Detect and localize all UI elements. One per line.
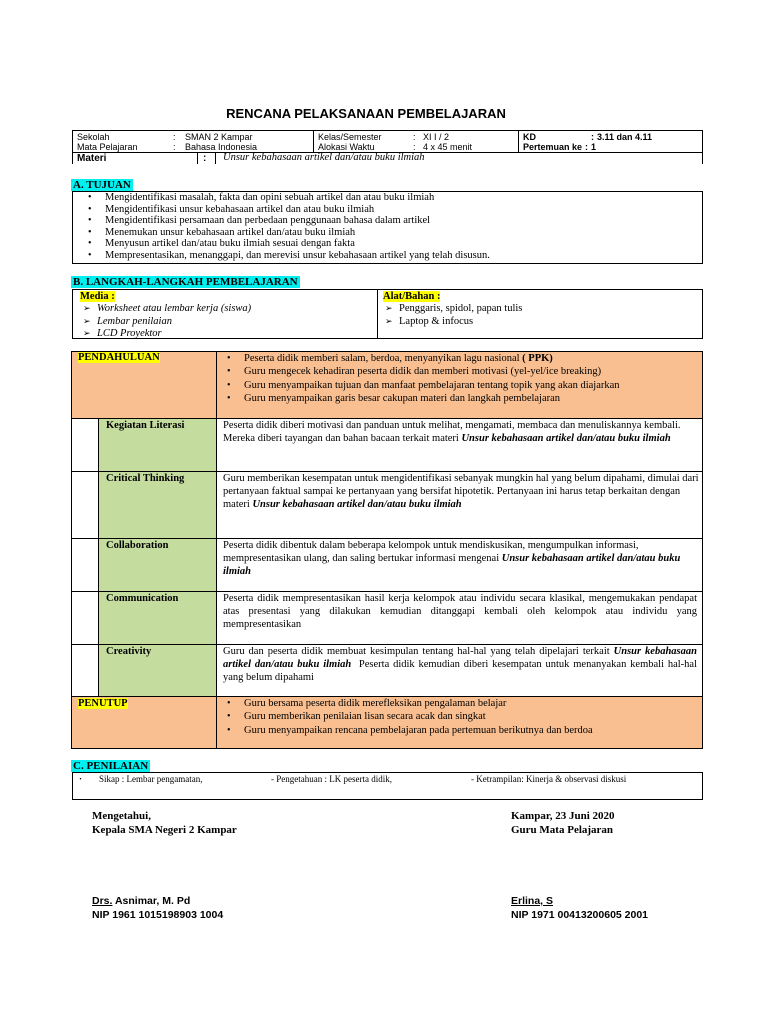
list-item: • Mengidentifikasi persamaan dan perbedaan penggunaan bahasa dalam artikel	[73, 215, 490, 227]
pendahuluan-list	[212, 352, 620, 406]
guru-title: Guru Mata Pelajaran	[511, 824, 614, 836]
divider	[216, 472, 217, 538]
list-item: • Menyusun artikel dan/atau buku ilmiah sesuai dengan fakta	[73, 238, 490, 250]
collaboration-text: Peserta didik dibentuk dalam beberapa kelompok untuk mendiskusikan, mengumpulkan informasi, mempresentasikan ulang, dan saling bertukar informasi mengenai Unsur kebahasaan artikel dan/atau buku ilmiah	[223, 540, 681, 578]
kelas-label: Kelas/Semester	[318, 132, 382, 142]
list-item: • Guru menyampaikan tujuan dan manfaat pembelajaran tentang topik yang akan diajarkan	[212, 379, 620, 392]
mapel-label: Mata Pelajaran	[77, 142, 138, 152]
sikap-text: Sikap : Lembar pengamatan,	[99, 774, 203, 784]
pertemuan-value: 1	[591, 142, 597, 152]
literasi-row	[72, 419, 702, 472]
divider	[197, 153, 198, 164]
keterampilan-text: - Ketrampilan: Kinerja & observasi diskusi	[471, 774, 627, 784]
list-item: • Mengidentifikasi unsur kebahasaan artikel dan atau buku ilmiah	[73, 204, 490, 216]
list-item: • Guru bersama peserta didik merefleksikan pengalaman belajar	[212, 697, 593, 710]
mengetahui-text: Mengetahui,	[92, 810, 151, 822]
kepala-name: Drs. Asnimar, M. Pd	[92, 895, 191, 907]
alat-list	[385, 303, 522, 328]
list-item: ➢ Lembar penilaian	[83, 315, 172, 327]
materi-row	[73, 153, 702, 164]
divider	[377, 290, 378, 338]
penutup-list	[212, 697, 593, 737]
collaboration-label: Collaboration	[106, 540, 169, 551]
divider	[216, 539, 217, 591]
communication-label: Communication	[106, 593, 179, 604]
divider	[313, 131, 314, 152]
list-item: • Guru menyampaikan rencana pembelajaran pada pertemuan berikutnya dan berdoa	[212, 724, 593, 737]
divider	[216, 645, 217, 696]
divider	[518, 131, 519, 152]
arrow-icon: ➢	[83, 316, 91, 327]
signature-left-name	[92, 894, 223, 922]
critical-label: Critical Thinking	[106, 473, 185, 484]
communication-row	[72, 592, 702, 645]
divider	[216, 419, 217, 471]
list-item: ➢ Penggaris, spidol, papan tulis	[385, 303, 523, 314]
pendahuluan-label: PENDAHULUAN	[78, 352, 160, 363]
critical-text: Guru memberikan kesempatan untuk mengidentifikasi sebanyak mungkin hal yang belum dipahami, dimulai dari pertanyaan faktual sampai ke pertanyaan yang bersifat hipotetik. Pertanyaan ini harus tetap berkaitan dengan materi Unsur kebahasaan artikel dan/atau buku ilmiah	[223, 473, 699, 511]
divider	[215, 153, 216, 164]
pertemuan-label: Pertemuan ke	[523, 142, 583, 152]
alokasi-label: Alokasi Waktu	[318, 142, 375, 152]
creativity-row	[72, 645, 702, 697]
alat-label: Alat/Bahan :	[383, 291, 441, 302]
list-item: • Guru menyampaikan garis besar cakupan materi dan langkah pembelajaran	[212, 392, 620, 405]
kepala-nip: NIP 1961 1015198903 1004	[92, 909, 224, 921]
collaboration-row	[72, 539, 702, 592]
signature-right-name	[511, 894, 648, 922]
media-label: Media :	[80, 291, 115, 302]
arrow-icon: ➢	[385, 304, 393, 314]
colon: :	[413, 142, 416, 152]
pengetahuan-text: - Pengetahuan : LK peserta didik,	[271, 774, 392, 784]
document-title: RENCANA PELAKSANAAN PEMBELAJARAN	[226, 106, 506, 121]
materi-label: Materi	[77, 153, 107, 164]
creativity-label: Creativity	[106, 646, 152, 657]
colon: :	[203, 153, 207, 164]
section-heading-tujuan: A. TUJUAN	[73, 179, 131, 191]
penutup-label: PENUTUP	[78, 698, 128, 709]
colon: :	[585, 142, 588, 152]
kd-value: 3.11 dan 4.11	[597, 132, 653, 142]
signature-left	[92, 809, 237, 837]
list-item: • Mempresentasikan, menanggapi, dan merevisi unsur kebahasaan artikel yang telah disusun.	[73, 250, 490, 262]
colon: :	[173, 142, 176, 152]
penilaian-box	[72, 772, 703, 800]
tujuan-box	[72, 191, 703, 264]
sekolah-value: SMAN 2 Kampar	[185, 132, 253, 142]
kd-label: KD	[523, 132, 536, 142]
divider	[216, 592, 217, 644]
section-heading-penilaian: C. PENILAIAN	[73, 760, 149, 772]
critical-row	[72, 472, 702, 539]
literasi-text: Peserta didik diberi motivasi dan panduan untuk melihat, mengamati, membaca dan menuliskannya kembali. Mereka diberi tayangan dan bahan bacaan terkait materi Unsur kebahasaan artikel dan/atau buku ilmiah	[223, 420, 681, 445]
list-item: • Menemukan unsur kebahasaan artikel dan/atau buku ilmiah	[73, 227, 490, 239]
list-item: ➢ Worksheet atau lembar kerja (siswa)	[83, 303, 252, 314]
colon: :	[173, 132, 176, 142]
signature-right	[511, 809, 615, 837]
list-item: • Mengidentifikasi masalah, fakta dan opini sebuah artikel dan atau buku ilmiah	[73, 192, 490, 204]
guru-name: Erlina, S	[511, 895, 554, 907]
mapel-value: Bahasa Indonesia	[185, 142, 258, 152]
alokasi-value: 4 x 45 menit	[423, 142, 473, 152]
section-heading-langkah: B. LANGKAH-LANGKAH PEMBELAJARAN	[73, 276, 298, 288]
communication-text: Peserta didik mempresentasikan hasil kerja kelompok atau individu secara klasikal, mengemukakan pendapat atas presentasi yang dilakukan kemudian ditanggapi kembali oleh kelompok atau individu yang mempresentasikan	[223, 593, 697, 631]
kelas-value: XI I / 2	[423, 132, 450, 142]
activity-table	[71, 351, 703, 749]
sekolah-label: Sekolah	[77, 132, 110, 142]
bullet: ·	[79, 774, 83, 784]
creativity-text: Guru dan peserta didik membuat kesimpulan tentang hal-hal yang telah dipelajari terkait Unsur kebahasaan artikel dan/atau buku ilmiah Peserta didik kemudian diberi kesempatan untuk menanyakan kembali hal-hal yang belum dipahami	[223, 646, 697, 684]
list-item: • Guru mengecek kehadiran peserta didik dan memberi motivasi (yel-yel/ice breaking)	[212, 365, 620, 378]
penutup-row	[72, 697, 702, 748]
colon: :	[413, 132, 416, 142]
list-item: • Peserta didik memberi salam, berdoa, menyanyikan lagu nasional ( PPK)	[212, 352, 620, 365]
colon: :	[591, 132, 594, 142]
place-date: Kampar, 23 Juni 2020	[511, 810, 615, 822]
info-table	[72, 130, 703, 164]
list-item: • Guru memberikan penilaian lisan secara acak dan singkat	[212, 710, 593, 723]
media-box	[72, 289, 703, 339]
arrow-icon: ➢	[83, 329, 91, 339]
kepala-title: Kepala SMA Negeri 2 Kampar	[92, 824, 237, 836]
tujuan-list	[73, 192, 490, 262]
arrow-icon: ➢	[83, 304, 91, 314]
arrow-icon: ➢	[385, 316, 393, 327]
pendahuluan-row	[72, 352, 702, 419]
materi-value: Unsur kebahasaan artikel dan/atau buku ilmiah	[223, 152, 425, 163]
list-item: ➢ Laptop & infocus	[385, 315, 474, 327]
guru-nip: NIP 1971 00413200605 2001	[511, 909, 649, 921]
literasi-label: Kegiatan Literasi	[106, 420, 185, 431]
media-list	[83, 303, 251, 341]
list-item: ➢ LCD Proyektor	[83, 328, 162, 339]
